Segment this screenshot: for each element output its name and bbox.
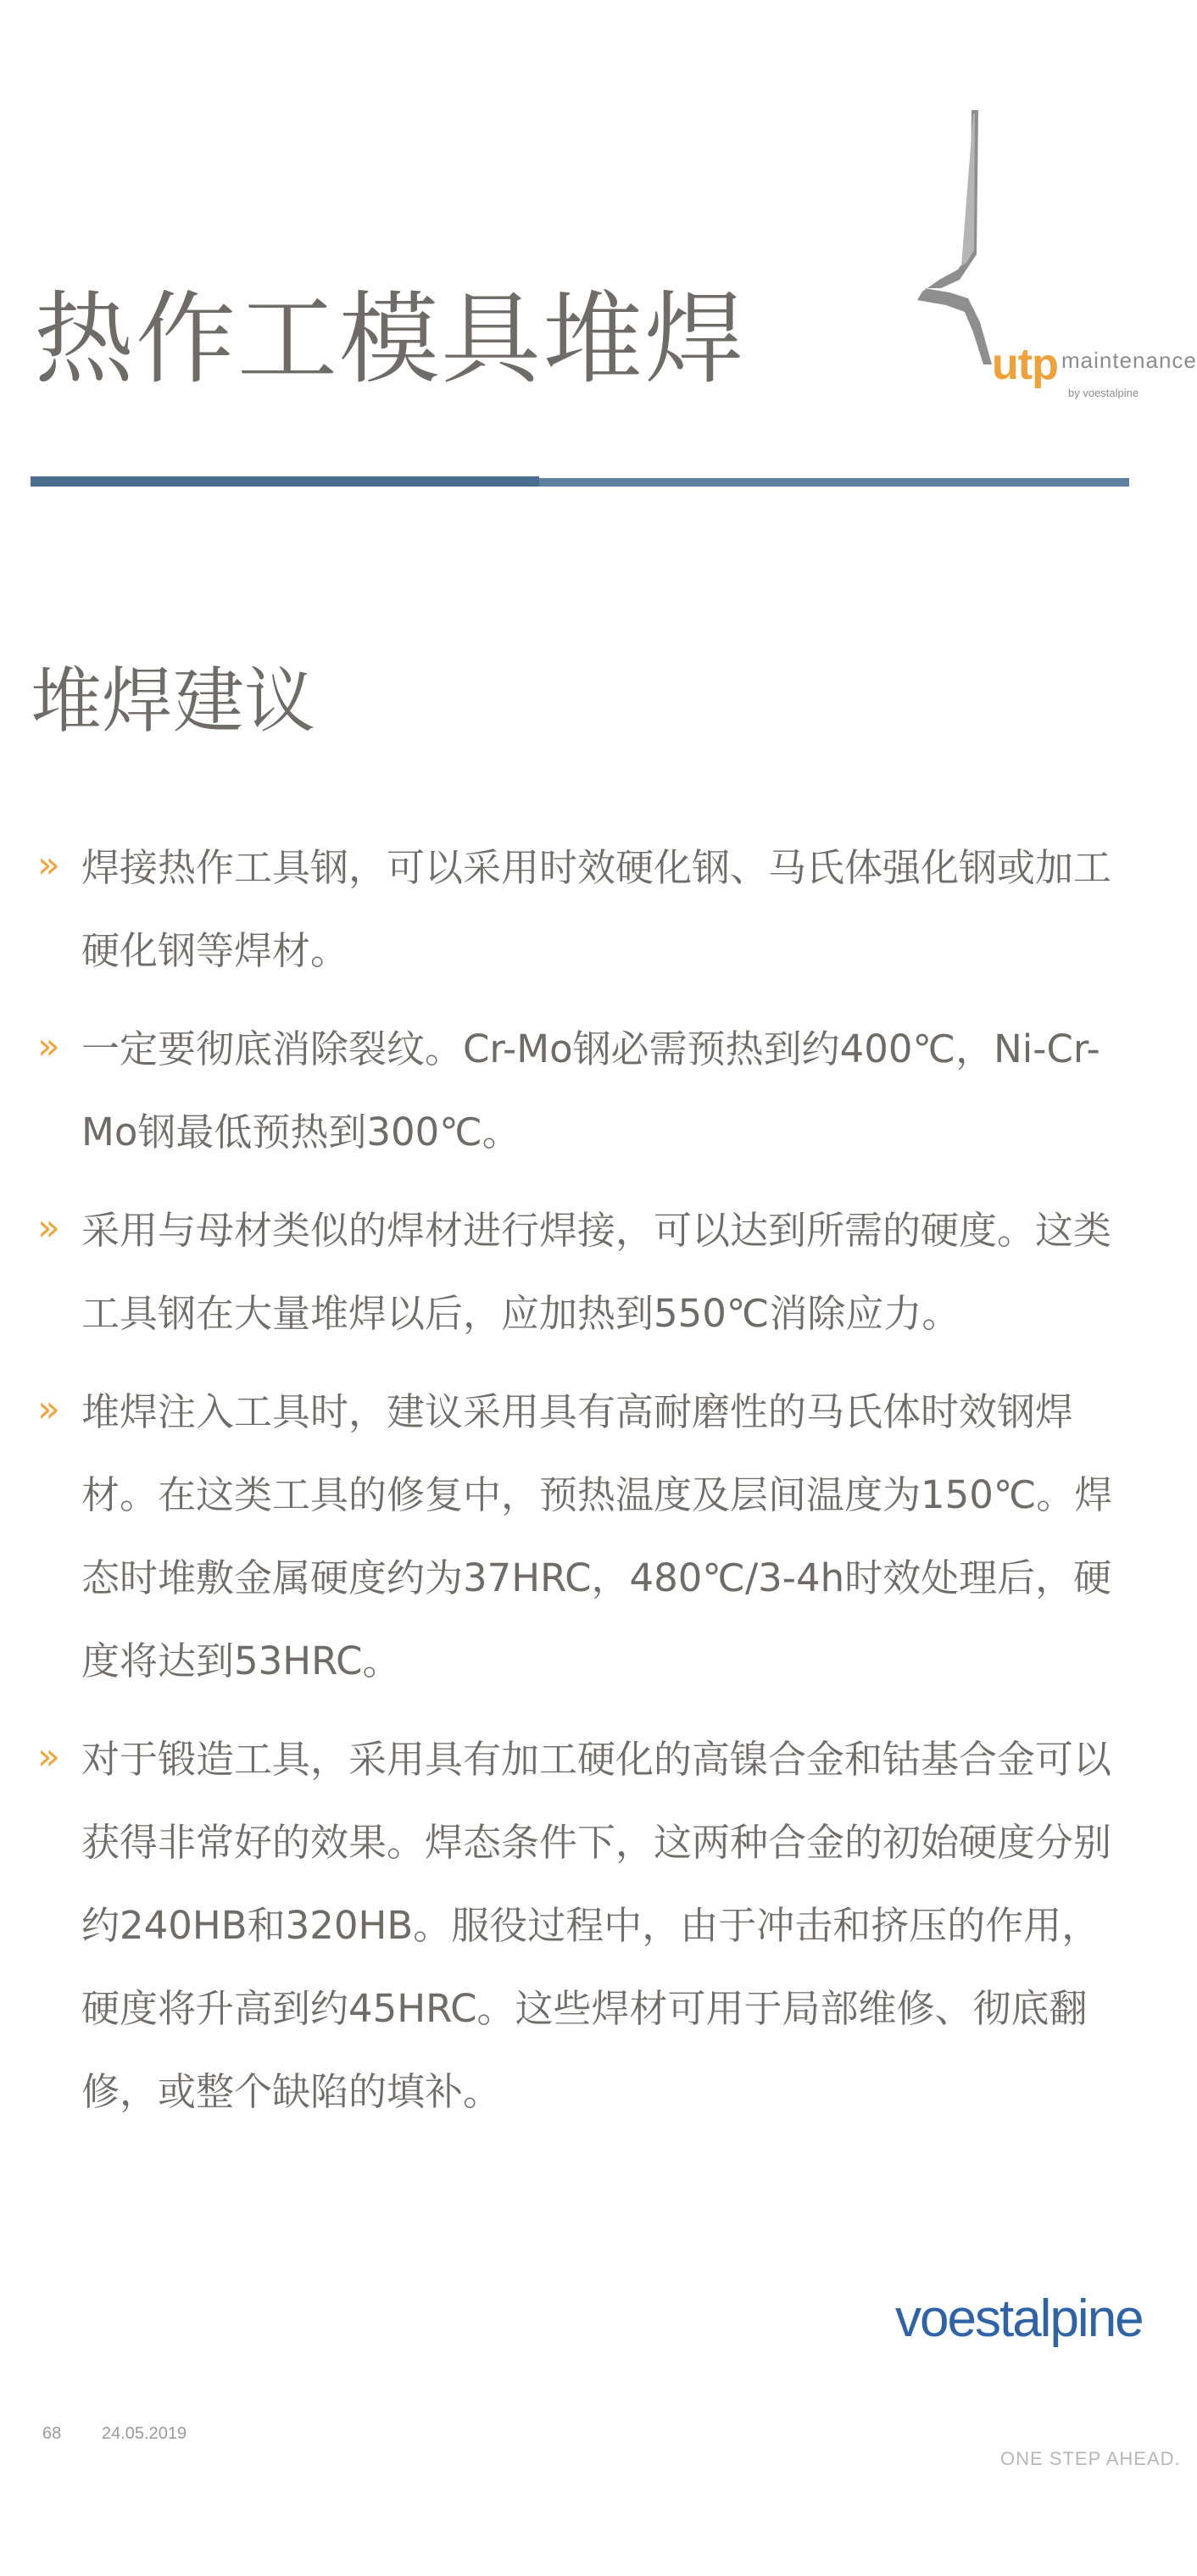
- bullet-chevron-icon: »: [37, 843, 60, 887]
- brand-name: voestalpine: [895, 2289, 1143, 2348]
- utp-maintenance-logo: [916, 110, 1197, 466]
- bullet-list: [31, 826, 1133, 2149]
- section-heading: 堆焊建议: [31, 659, 316, 743]
- page-number: 68: [42, 2424, 62, 2443]
- page-title: 热作工模具堆焊: [34, 281, 747, 398]
- list-item-text: 堆焊注入工具时，建议采用具有高耐磨性的马氏体时效钢焊材。在这类工具的修复中，预热温度及层间温度为150℃。焊态时堆敷金属硬度约为37HRC，480℃/3-4h时效处理后，硬度将达到53HRC。: [81, 1389, 1113, 1683]
- list-item-text: 采用与母材类似的焊材进行焊接，可以达到所需的硬度。这类工具钢在大量堆焊以后，应加热到550℃消除应力。: [81, 1208, 1112, 1336]
- list-item: [31, 1371, 1133, 1703]
- voestalpine-logo: [890, 2289, 1181, 2492]
- bullet-chevron-icon: »: [37, 1388, 60, 1431]
- brand-tagline: ONE STEP AHEAD.: [1000, 2448, 1181, 2469]
- list-item: [31, 1008, 1133, 1174]
- utp-logo-text: utp: [992, 340, 1058, 389]
- logo-byline: by voestalpine: [1068, 387, 1139, 399]
- list-item: [31, 826, 1133, 993]
- footer-date: 24.05.2019: [102, 2424, 187, 2443]
- list-item-text: 焊接热作工具钢，可以采用时效硬化钢、马氏体强化钢或加工硬化钢等焊材。: [81, 845, 1112, 973]
- list-item: [31, 1189, 1133, 1355]
- bullet-chevron-icon: »: [37, 1735, 60, 1778]
- list-item-text: 对于锻造工具，采用具有加工硬化的高镍合金和钴基合金可以获得非常好的效果。焊态条件下，这两种合金的初始硬度分别约240HB和320HB。服役过程中，由于冲击和挤压的作用，硬度将升高到约45HRC。这些焊材可用于局部维修、彻底翻修，或整个缺陷的填补。: [81, 1737, 1112, 2114]
- title-divider: [31, 476, 1129, 487]
- list-item: [31, 1718, 1133, 2134]
- lightning-bolt-icon: [916, 110, 1144, 466]
- bullet-chevron-icon: »: [37, 1206, 60, 1249]
- bullet-chevron-icon: »: [37, 1025, 60, 1068]
- maintenance-logo-text: maintenance: [1061, 348, 1197, 373]
- list-item-text: 一定要彻底消除裂纹。Cr-Mo钢必需预热到约400℃，Ni-Cr-Mo钢最低预热到300℃。: [81, 1027, 1100, 1154]
